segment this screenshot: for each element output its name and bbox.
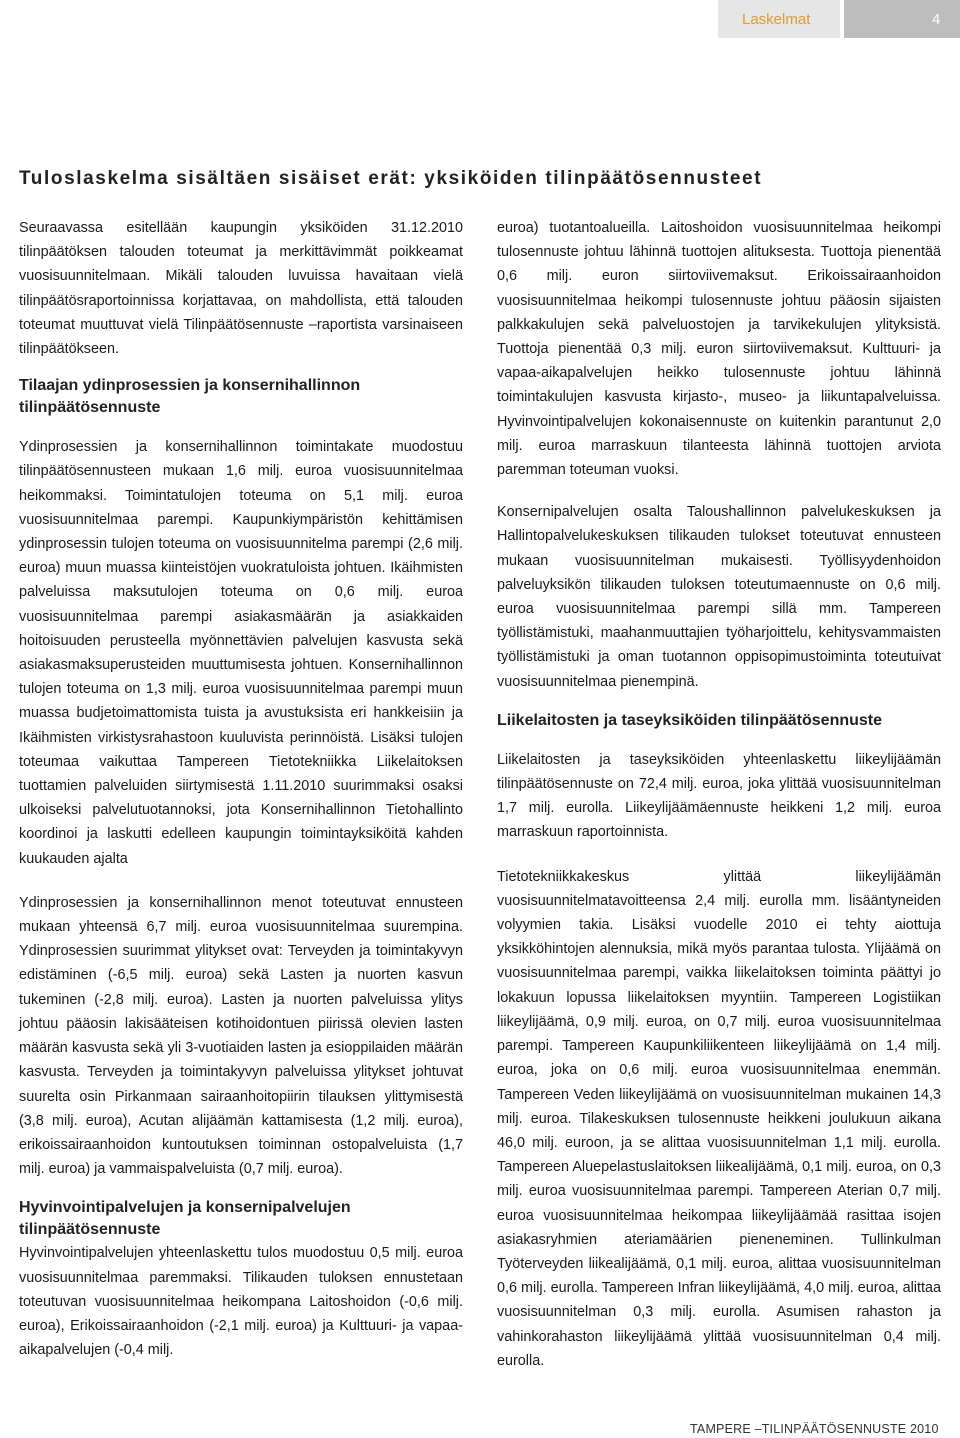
paragraph-menot: Ydinprosessien ja konsernihallinnon menot toteutuvat ennusteen mukaan yhteensä 6,7 milj. euroa vuosisuunnitelmaa suurempina. Ydinprosessien suurimmat ylitykset ovat: Terveyden ja toimintakyvyn edistäminen (-6,5 milj. euroa) sekä Lasten ja nuorten kasvun tukeminen (-2,8 milj. euroa). Lasten ja nuorten palveluissa ylitys johtuu pääosin lakisääteisen kotihoidontuen piirissä olevien lasten määrän kasvusta sekä yli 3-vuotiaiden lasten ja esioppilaiden määrän kasvusta. Terveyden ja toimintakyvyn palveluissa ylitykset johtuvat suurelta osin Pirkanmaan sairaanhoitopiirin tilauksen ylittymisestä (3,8 milj. euroa), Acutan alijäämän kattamisesta (1,2 milj. euroa), erikoissairaanhoidon kuntoutuksen toiminnan ostopalveluista (1,7 milj. euroa) ja vammaispalveluista (0,7 milj. euroa). [19, 894, 463, 1178]
right-column [497, 216, 941, 1373]
footer-text: TAMPERE –TILINPÄÄTÖSENNUSTE 2010 [690, 1422, 939, 1436]
paragraph-liikeylijaama: Liikelaitosten ja taseyksiköiden yhteenlaskettu liikeylijäämän tilinpäätösennuste on 72,4 milj. euroa, joka ylittää vuosisuunnitelman 1,7 milj. eurolla. Liikeylijäämäennuste heikkeni 1,2 milj. euroa marraskuun raportoinnista. [497, 751, 941, 841]
paragraph-hyvinvointipalvelut: Hyvinvointipalvelujen yhteenlaskettu tulos muodostuu 0,5 milj. euroa vuosisuunnitelmaa paremmaksi. Tilikauden tuloksen ennustetaan toteutuvan vuosisuunnitelmaa heikompana Laitoshoidon (-0,6 milj. euroa), Erikoissairaanhoidon (-2,1 milj. euroa) ja Kulttuuri- ja vapaa-aikapalvelujen (-0,4 milj. [19, 1245, 463, 1359]
section-heading-liikelaitokset: Liikelaitosten ja taseyksiköiden tilinpäätösennuste [497, 711, 883, 729]
paragraph-konsernipalvelut: Konsernipalvelujen osalta Taloushallinnon palvelukeskuksen ja Hallintopalvelukeskuksen tilikauden tulokset toteutuvat ennusteen mukaan vuosisuunnitelman mukaisesti. Työllisyydenhoidon palveluyksikön tilikauden tuloksen toteutumaennuste on 0,6 milj. euroa vuosisuunnitelmaa parempi sillä mm. Tampereen työllistämistuki, maahanmuuttajien työharjoittelu, kehitysvammaisten työllistämistuki ja oman tuotannon oppisopimustoiminta toteutuivat vuosisuunnitelmaa pienempinä. [497, 504, 941, 690]
left-column [19, 216, 463, 1362]
section-heading-hyvinvointipalvelut: Hyvinvointipalvelujen ja konsernipalvelujen tilinpäätösennuste [19, 1199, 351, 1239]
section-heading-ydinprosessit: Tilaajan ydinprosessien ja konsernihallinnon tilinpäätösennuste [19, 377, 361, 417]
header-section-label: Laskelmat [718, 0, 840, 38]
intro-paragraph: Seuraavassa esitellään kaupungin yksiköiden 31.12.2010 tilinpäätöksen talouden toteumat ja merkittävimmät poikkeamat vuosisuunnitelmaan. Mikäli talouden luvuissa havaitaan vielä tilinpäätösraportoinnissa korjattavaa, on mahdollista, että talouden toteumat muuttuvat vielä Tilinpäätösennuste –raportista varsinaiseen tilinpäätökseen. [19, 220, 463, 358]
paragraph-tuotantoalueet: euroa) tuotantoalueilla. Laitoshoidon vuosisuunnitelmaa heikompi tulosennuste johtuu lähinnä tuottojen alituksesta. Tuottoja pienentää 0,6 milj. euron siirtoviivemaksut. Erikoissairaanhoidon vuosisuunnitelmaa heikompi tulosennuste johtuu pääosin sijaisten palkkakulujen sekä palveluostojen ja tarvikekulujen ylityksistä. Tuottoja pienentää 0,3 milj. euron siirtoviivemaksut. Kulttuuri- ja vapaa-aikapalvelujen heikko tulosennuste johtuu lähinnä toimintakulujen kasvusta kirjasto-, museo- ja liikuntapalveluissa. Hyvinvointipalvelujen kokonaisennuste on kuitenkin parantunut 2,0 milj. euroa marraskuun tilanteesta lähinnä tuottojen arviota paremman toteuman vuoksi. [497, 220, 941, 479]
header-page-number: 4 [844, 0, 960, 38]
paragraph-liikelaitokset-detail: Tietotekniikkakeskus ylittää liikeylijäämän vuosisuunnitelmatavoitteensa 2,4 milj. eurolla mm. lisääntyneiden volyymien takia. Lisäksi vuodelle 2010 ei tehty aiottuja yksikköhintojen alennuksia, mikä myös parantaa tulosta. Ylijäämä on vuosisuunnitelmaa parempi, vaikka liikelaitoksen toiminta päättyi jo lokakuun lopussa liikelaitoksen myyntiin. Tampereen Logistiikan liikeylijäämä, 0,9 milj. euroa, on 0,7 milj. euroa vuosisuunnitelmaa parempi. Tampereen Kaupunkiliikenteen liikeylijäämä on 1,4 milj. euroa, joka on 0,6 milj. euroa vuosisuunnitelmaa enemmän. Tampereen Veden liikeylijäämä on vuosisuunnitelman mukainen 14,3 milj. euroa. Tilakeskuksen tulosennuste heikkeni joulukuun aikana 46,0 milj. euroon, ja se alittaa vuosisuunnitelman 1,1 milj. eurolla. Tampereen Aluepelastuslaitoksen liikealijäämä, 0,1 milj. euroa, on 0,3 milj. euroa vuosisuunnitelmaa parempi. Tampereen Aterian 0,7 milj. euroa vuosisuunnitelmaa heikompaa liikeylijäämää rasittaa isojen asiakasryhmien ateriamäärien pieneneminen. Tullinkulman Työterveyden liikealijäämä, 0,1 milj. euroa, alittaa vuosisuunnitelman 0,6 milj. eurolla. Tampereen Infran liikeylijäämä, 4,0 milj. euroa, alittaa vuosisuunnitelman 0,3 milj. eurolla. Asumisen rahaston ja vahinkorahaston liikeylijäämä ylittää vuosisuunnitelman 0,4 milj. eurolla. [497, 868, 941, 1369]
paragraph-toimintakate: Ydinprosessien ja konsernihallinnon toimintakate muodostuu tilinpäätösennusteen mukaan 1,6 milj. euroa vuosisuunnitelmaa heikommaksi. Toimintatulojen toteuma on 5,1 milj. euroa vuosisuunnitelmaa parempi. Kaupunkiympäristön kehittämisen ydinprosessin tulojen toteuma on vuosisuunnitelma parempi (2,6 milj. euroa) muun muassa kiinteistöjen vuokratuloista johtuen. Ikäihmisten palveluissa maksutulojen toteuma on 0,6 milj. euroa vuosisuunnitelmaa parempi asiakasmäärän ja asiakkaiden hoitoisuuden perusteella myönnettävien palvelujen kasvusta sekä asiakasmaksuperusteiden muuttumisesta johtuen. Konsernihallinnon tulojen toteuma on 1,3 milj. euroa vuosisuunnitelmaa parempi muun muassa budjetoimattomista tuista ja avustuksista eri hankkeisiin ja Ikäihmisten virkistysrahastoon kuuluvista perinnöistä. Lisäksi tulojen toteumaa vaikuttaa Tampereen Tietotekniikka Liikelaitoksen tuottamien palveluiden siirtymisestä 1.11.2010 suurimmaksi osaksi ulkoiseksi palvelutuotannoksi, jota Konsernihallinnon Tietohallinto koordinoi ja laskutti edelleen kaupungin toimintayksiköitä kahden kuukauden ajalta [19, 439, 463, 867]
page-title: Tuloslaskelma sisältäen sisäiset erät: yksiköiden tilinpäätösennusteet [19, 168, 763, 189]
